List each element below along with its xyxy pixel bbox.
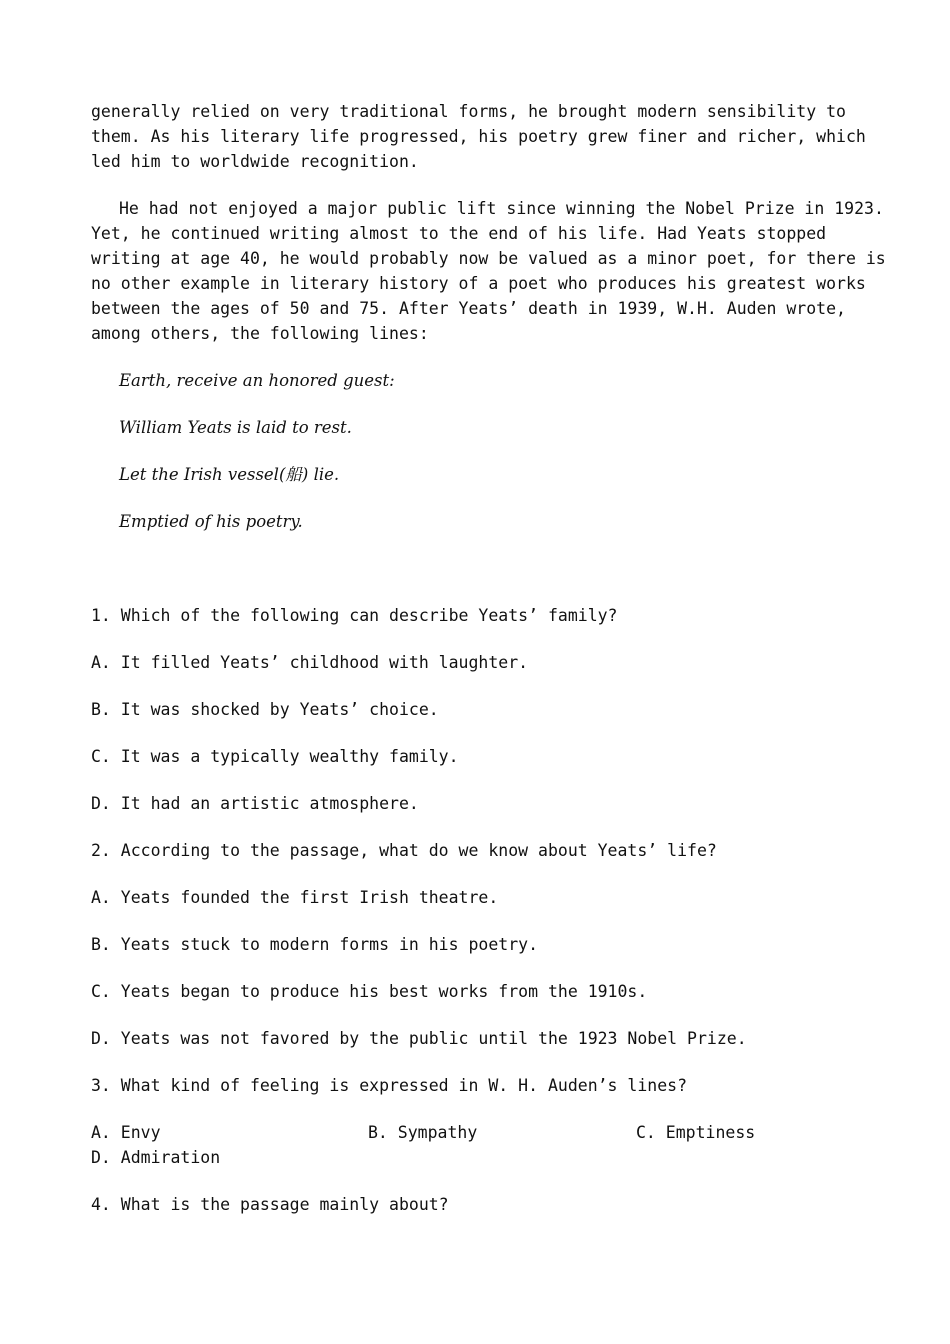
question-3-option-c: C. Emptiness	[636, 1123, 756, 1142]
text-line: them. As his literary life progressed, his poetry grew finer and richer, which	[91, 127, 866, 146]
poem-line-3: Let the Irish vessel(船) lie.	[119, 465, 340, 484]
text-line: between the ages of 50 and 75. After Yeats’ death in 1939, W.H. Auden wrote,	[91, 299, 846, 318]
question-4-stem: 4. What is the passage mainly about?	[91, 1195, 449, 1214]
question-3-option-b: B. Sympathy	[368, 1123, 478, 1142]
question-2-stem: 2. According to the passage, what do we know about Yeats’ life?	[91, 841, 717, 860]
text-line: no other example in literary history of a poet who produces his greatest works	[91, 274, 866, 293]
text-line: generally relied on very traditional forms, he brought modern sensibility to	[91, 102, 846, 121]
text-line: He had not enjoyed a major public lift since winning the Nobel Prize in 1923.	[119, 199, 884, 218]
question-3-options-row	[91, 1120, 871, 1145]
question-3-option-a: A. Envy	[91, 1123, 161, 1142]
question-2-option-d: D. Yeats was not favored by the public until the 1923 Nobel Prize.	[91, 1029, 747, 1048]
poem-line-4: Emptied of his poetry.	[119, 512, 303, 531]
question-2-option-a: A. Yeats founded the first Irish theatre.	[91, 888, 499, 907]
text-line: led him to worldwide recognition.	[91, 152, 419, 171]
text-line: Yet, he continued writing almost to the end of his life. Had Yeats stopped	[91, 224, 827, 243]
question-1-option-d: D. It had an artistic atmosphere.	[91, 794, 419, 813]
question-1-option-c: C. It was a typically wealthy family.	[91, 747, 459, 766]
question-2-option-b: B. Yeats stuck to modern forms in his poetry.	[91, 935, 539, 954]
section-spacer	[91, 556, 871, 603]
question-2-option-c: C. Yeats began to produce his best works from the 1910s.	[91, 982, 648, 1001]
question-1-stem: 1. Which of the following can describe Yeats’ family?	[91, 606, 618, 625]
question-3-options	[91, 1120, 871, 1170]
document-page	[91, 99, 886, 1239]
poem-line-2: William Yeats is laid to rest.	[119, 418, 352, 437]
poem-line-1: Earth, receive an honored guest:	[119, 371, 395, 390]
text-line: writing at age 40, he would probably now be valued as a minor poet, for there is	[91, 249, 886, 268]
question-1-option-a: A. It filled Yeats’ childhood with laughter.	[91, 653, 529, 672]
passage-paragraph-2	[91, 196, 886, 346]
question-3-stem: 3. What kind of feeling is expressed in W. H. Auden’s lines?	[91, 1076, 688, 1095]
question-3-option-d: D. Admiration	[91, 1148, 221, 1167]
question-1-option-b: B. It was shocked by Yeats’ choice.	[91, 700, 439, 719]
passage-paragraph-1	[91, 99, 871, 174]
text-line: among others, the following lines:	[91, 324, 429, 343]
